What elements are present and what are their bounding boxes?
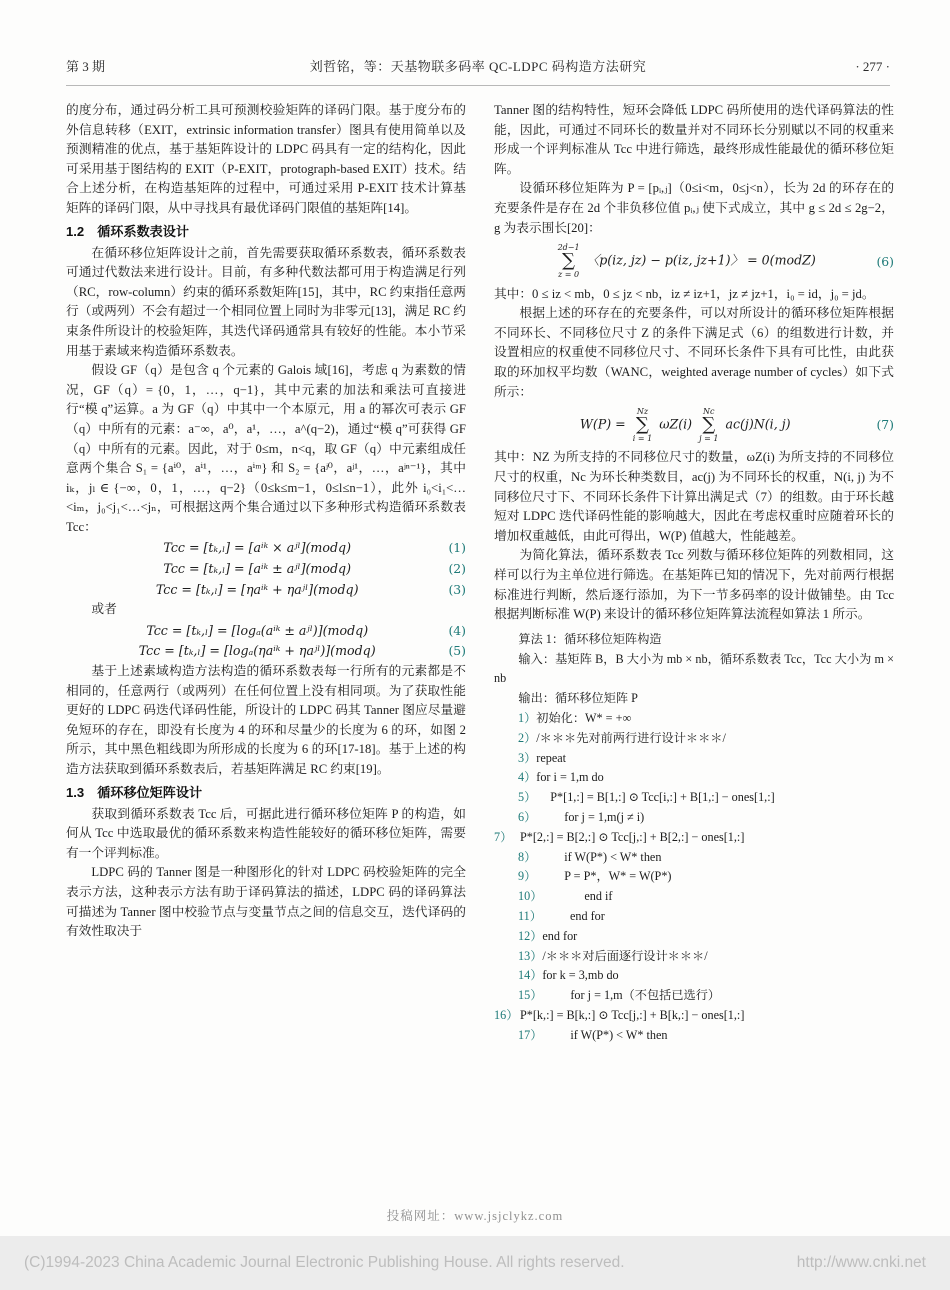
line-number: 16） (494, 1007, 519, 1022)
sigma-upper-limit: 2d−1 (557, 243, 580, 253)
equation-5 (66, 641, 466, 661)
algorithm-input: 输入：基矩阵 B，B 大小为 mb × nb，循环系数表 Tcc，Tcc 大小为 m × nb (494, 651, 894, 686)
equation-number: (7) (876, 417, 894, 433)
algorithm-title: 算法 1：循环移位矩阵构造 (518, 631, 662, 646)
right-column (494, 101, 894, 1046)
equation-3 (66, 580, 466, 600)
line-text: for j = 1,m(j ≠ i) (564, 809, 645, 824)
sigma-operator (558, 243, 580, 279)
line-text: end if (584, 889, 613, 904)
page-header (66, 56, 890, 75)
line-number: 12） (518, 928, 543, 943)
line-number: 4） (518, 770, 537, 785)
line-text: repeat (536, 750, 567, 765)
sigma-lower-limit: i = 1 (632, 434, 653, 444)
algorithm-line (494, 1006, 894, 1026)
copyright-watermark-band (0, 1236, 950, 1290)
equation-body (494, 407, 876, 443)
sigma-upper-limit: Nc (703, 407, 715, 417)
submission-url-footer (0, 1206, 950, 1224)
line-text: /＊＊＊先对前两行进行设计＊＊＊/ (536, 730, 726, 745)
paragraph: LDPC 码的 Tanner 图是一种图形化的针对 LDPC 码校验矩阵的完全表示方法，这种表示方法有助于译码算法的描述，LDPC 码的译码算法可描述为 Tanner 图中校验节点与变量节点之间的信息交互，迭代译码的有效性取决于 (66, 865, 466, 939)
line-text: P*[2,:] = B[2,:] ⊙ Tcc[j,:] + B[2,:] − ones[1,:] (520, 829, 745, 844)
algorithm-line (494, 986, 894, 1006)
cnki-url: http://www.cnki.net (796, 1254, 926, 1271)
paragraph: 获取到循环系数表 Tcc 后，可据此进行循环移位矩阵 P 的构造，如何从 Tcc 中选取最优的循环系数来构造性能较好的循环移位矩阵，需要有一个评判标准。 (66, 806, 466, 860)
line-number: 3） (518, 750, 537, 765)
equation-4 (66, 621, 466, 641)
line-number: 2） (518, 730, 537, 745)
algorithm-line (494, 907, 894, 927)
line-text: if W(P*) < W* then (570, 1027, 668, 1042)
sigma-symbol: ∑ (562, 250, 576, 272)
equation-7 (494, 407, 894, 443)
algorithm-output: 输出：循环移位矩阵 P (518, 691, 638, 706)
paragraph: 基于上述素域构造方法构造的循环系数表每一行所有的元素都是不相同的，任意两行（或两列）在任何位置上没有相同项。为了获取性能更好的 LDPC 码迭代译码性能，所设计的 LDPC 码其 Tanner 图应尽量避免短环的存在，即没有长度为 4 的环和尽量少的长度为 6 的环，如图 2 所示，其中黑色粗线即为所形成的长度为 6 的环[17-18]。基于上述的构造方法获取到循环系数表后，若基矩阵满足 RC 约束[19]。 (66, 664, 466, 776)
equation-term: 〈p(iz, jz) − p(iz, jz+1)〉 = 0(modZ) (586, 252, 816, 268)
line-text: end for (569, 908, 605, 923)
section-1-2-heading: 1.2 循环系数表设计 (66, 223, 189, 239)
sigma-upper-limit: Nz (636, 407, 649, 417)
line-number: 15） (518, 988, 543, 1003)
sigma-lower-limit: z = 0 (558, 270, 580, 280)
equation-number: (3) (448, 581, 466, 597)
algorithm-line (494, 709, 894, 729)
algorithm-line (494, 867, 894, 887)
sigma-operator (633, 407, 652, 443)
algorithm-line (494, 1026, 894, 1046)
copyright-text: (C)1994-2023 China Academic Journal Electronic Publishing House. All rights reserved. (24, 1254, 625, 1271)
running-title: 刘哲铭，等：天基物联多码率 QC-LDPC 码构造方法研究 (309, 59, 647, 74)
line-text: end for (542, 928, 578, 943)
equation-body: Tcc = [tₖ,ₗ] = [aⁱᵏ × aʲˡ](modq) (163, 540, 351, 556)
equation-number: (2) (448, 561, 466, 577)
algorithm-line (494, 729, 894, 749)
sigma-lower-limit: j = 1 (699, 434, 719, 444)
equation-2 (66, 559, 466, 579)
header-divider (66, 85, 890, 86)
line-number: 5） (518, 790, 537, 805)
algorithm-line (494, 788, 894, 808)
equation-number: (4) (448, 622, 466, 638)
paragraph: Tanner 图的结构特性，短环会降低 LDPC 码所使用的迭代译码算法的性能，因此，可通过不同环长的数量并对不同环长分别赋以不同的权重来形成一个评判标准从 Tcc 中进行筛选，最终形成性能最优的循环移位矩阵。 (494, 103, 894, 176)
paragraph: 的度分布，通过码分析工具可预测校验矩阵的译码门限。基于度分布的外信息转移（EXIT，extrinsic information transfer）图具有使用简单以及预测精准的优点，基于基矩阵设计的 LDPC 码具有一定的结构化，因此可采用基于图结构的 EXIT（P-EXIT，protograph-based EXIT）技术。结合上述分析，在构造基矩阵的过程中，可通过采用 P-EXIT 技术计算基矩阵的译码门限，从中寻找具有最优译码门限值的基矩阵[14]。 (66, 103, 466, 215)
section-1-3-heading: 1.3 循环移位矩阵设计 (66, 784, 203, 800)
algorithm-line (494, 966, 894, 986)
page-number: · 277 · (855, 59, 890, 74)
algorithm-line (494, 768, 894, 788)
line-number: 11） (518, 908, 542, 923)
equation-body: Tcc = [tₖ,ₗ] = [logₐ(ηaⁱᵏ + ηaʲˡ)](modq) (138, 643, 376, 659)
line-number: 1） (518, 711, 537, 725)
line-text: if W(P*) < W* then (564, 849, 662, 864)
sigma-symbol: ∑ (636, 414, 649, 436)
algorithm-line (494, 927, 894, 947)
equation-1 (66, 538, 466, 558)
algorithm-line (494, 749, 894, 769)
algorithm-line (494, 947, 894, 967)
issue-label: 第 3 期 (66, 59, 106, 74)
submission-url: 投稿网址：www.jsjclykz.com (386, 1209, 564, 1223)
sigma-operator (699, 407, 718, 443)
paragraph: 设循环移位矩阵为 P = [pᵢ,ⱼ]（0≤i<m，0≤j<n），长为 2d 的环存在的充要条件是存在 2d 个非负移位值 pᵢ,ⱼ 使下式成立，其中 g ≤ 2d ≤ 2g−2，g 为表示围长[20]： (494, 181, 894, 235)
equation-body: Tcc = [tₖ,ₗ] = [ηaⁱᵏ + ηaʲˡ](modq) (155, 581, 359, 597)
line-text: for k = 3,mb do (542, 968, 619, 983)
algorithm-line (494, 848, 894, 868)
line-text: P*[k,:] = B[k,:] ⊙ Tcc[j,:] + B[k,:] − ones[1,:] (520, 1007, 745, 1022)
paragraph: 为简化算法，循环系数表 Tcc 列数与循环移位矩阵的列数相同，这样可以行为主单位进行筛选。在基矩阵已知的情况下，先对前两行根据标准进行判断，然后逐行添加，为下一节多码率的设计做铺垫。由 Tcc 根据判断标准 W(P) 来设计的循环移位矩阵算法流程如算法 1 所示。 (494, 548, 894, 622)
equation-6 (494, 243, 894, 279)
sigma-symbol: ∑ (702, 414, 716, 436)
equation-number: (6) (876, 253, 894, 269)
line-text: for i = 1,m do (536, 770, 604, 785)
line-text: P = P*，W* = W(P*) (564, 869, 672, 884)
left-column (66, 101, 466, 1046)
equation-term: ac(j)N(i, j) (725, 416, 791, 432)
line-text: 初始化：W* = +∞ (536, 711, 632, 725)
two-column-body (66, 101, 894, 1046)
line-number: 7） (494, 829, 513, 844)
line-number: 9） (518, 869, 537, 884)
equation-number: (5) (448, 643, 466, 659)
equation-body: Tcc = [tₖ,ₗ] = [aⁱᵏ ± aʲˡ](modq) (163, 561, 351, 577)
line-number: 14） (518, 968, 543, 983)
algorithm-1-block (494, 630, 894, 1046)
equation-number: (1) (448, 540, 466, 556)
paragraph: 在循环移位矩阵设计之前，首先需要获取循环系数表，循环系数表可通过代数法来进行设计。目前，有多种代数法都可用于构造满足行列（RC，row-column）约束的循环系数矩阵[15]，其中，RC 约束指任意两行（或两列）不会有超过一个相同位置上同时为非零元[13]，满足 RC 约束条件所设计的校验矩阵，其迭代译码通常具有较好的性能。本小节采用基于素域来构造循环系数表。 (66, 245, 466, 358)
algorithm-line (494, 887, 894, 907)
equation-body (494, 243, 876, 279)
paragraph: 根据上述的环存在的充要条件，可以对所设计的循环移位矩阵根据不同环长、不同移位尺寸 Z 的条件下满足式（6）的组数进行计数，并设置相应的权重使不同移位尺寸、不同环长条件下具有可比性，由此获取的环加权平均数（WANC，weighted average number of cycles）如下式所示： (494, 306, 894, 399)
paragraph: 假设 GF（q）是包含 q 个元素的 Galois 域[16]，考虑 q 为素数的情况，GF（q）= {0，1，…，q−1}，其中元素的加法和乘法可直接进行“模 q”运算。a 为 GF（q）中其中一个本原元，用 a 的幂次可表示 GF（q）中所有的元素：a⁻∞，a⁰，a¹，…，a^(q−2)，通过“模 q”可获得 GF（q）中所有的元素。因此，对于 0≤m，n<q，取 GF（q）中元素组成任意两个集合 S₁ = {aⁱ⁰，aⁱ¹，…，aⁱᵐ} 和 S₂ = {aʲ⁰，aʲ¹，…，aʲⁿ⁻¹}，其中 iₖ，jₗ ∈ {−∞，0，1，…，q−2}（0≤k≤m−1，0≤l≤n−1），此外 i₀<i₁<…<iₘ，j₀<j₁<…<jₙ，可根据这两个集合通过以下多种形式构造循环系数表 Tcc： (66, 363, 466, 534)
equation-term: W(P) = (579, 416, 626, 432)
or-label: 或者 (91, 602, 117, 617)
equation-body: Tcc = [tₖ,ₗ] = [logₐ(aⁱᵏ ± aʲˡ)](modq) (146, 622, 369, 638)
paragraph: 其中：NZ 为所支持的不同移位尺寸的数量，ωZ(i) 为所支持的不同移位尺寸的权重，Nc 为环长种类数目，ac(j) 为不同环长的权重，N(i, j) 为不同移位尺寸下、不同环长条件下计算出满足式（7）的组数。由于环长越短对 LDPC 迭代译码性能的影响越大，因此在考虑权重时应随着环长的增加权重越低，由此可得出，W(P) 值越大，性能越差。 (494, 450, 894, 543)
line-text: for j = 1,m（不包括已选行） (570, 988, 721, 1003)
line-number: 10） (518, 889, 543, 904)
line-number: 6） (518, 809, 537, 824)
line-number: 13） (518, 948, 543, 963)
line-text: /＊＊＊对后面逐行设计＊＊＊/ (542, 948, 708, 963)
algorithm-line (494, 828, 894, 848)
line-text: P*[1,:] = B[1,:] ⊙ Tcc[i,:] + B[1,:] − ones[1,:] (550, 790, 775, 805)
equation-term: ωZ(i) (659, 416, 693, 432)
line-number: 17） (518, 1027, 543, 1042)
line-number: 8） (518, 849, 537, 864)
algorithm-line (494, 808, 894, 828)
paragraph: 其中：0 ≤ iz < mb，0 ≤ jz < nb，iz ≠ iz+1，jz ≠ jz+1，i₀ = id，j₀ = jd。 (494, 286, 875, 301)
